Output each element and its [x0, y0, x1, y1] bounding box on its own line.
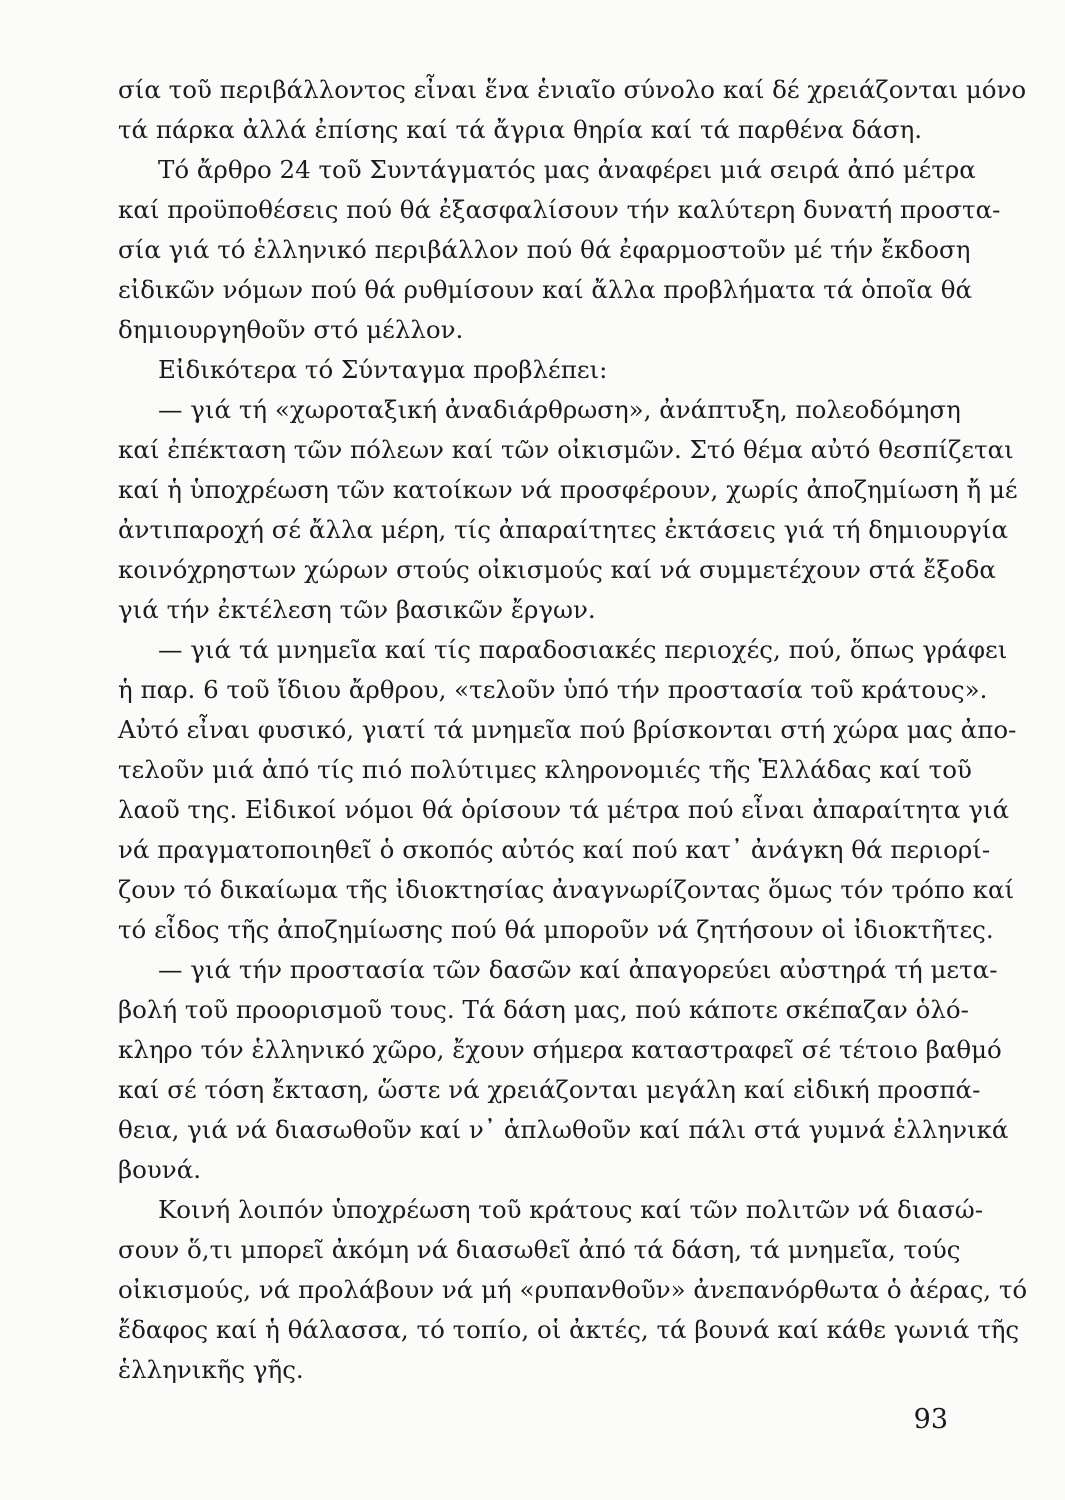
text-line: κοινόχρηστων χώρων στούς οἰκισμούς καί νά συμμετέχουν στά ἔξοδα	[118, 555, 996, 584]
text-line: σουν ὅ,τι μπορεῖ ἀκόμη νά διασωθεῖ ἀπό τά δάση, τά μνημεῖα, τούς	[118, 1235, 961, 1264]
text-line: — γιά τή «χωροταξική ἀναδιάρθρωση», ἀνάπτυξη, πολεοδόμηση	[158, 395, 961, 424]
text-line: θεια, γιά νά διασωθοῦν καί ν᾽ ἁπλωθοῦν καί πάλι στά γυμνά ἑλληνικά	[118, 1115, 1009, 1144]
text-line: ἀντιπαροχή σέ ἄλλα μέρη, τίς ἀπαραίτητες ἐκτάσεις γιά τή δημιουργία	[118, 515, 1009, 544]
text-line: τά πάρκα ἀλλά ἐπίσης καί τά ἄγρια θηρία καί τά παρθένα δάση.	[118, 115, 923, 144]
text-line: ζουν τό δικαίωμα τῆς ἰδιοκτησίας ἀναγνωρίζοντας ὅμως τόν τρόπο καί	[118, 875, 1015, 904]
text-line: σία γιά τό ἑλληνικό περιβάλλον πού θά ἐφαρμοστοῦν μέ τήν ἔκδοση	[118, 235, 971, 264]
text-line: καί ἡ ὑποχρέωση τῶν κατοίκων νά προσφέρουν, χωρίς ἀποζημίωση ἤ μέ	[118, 475, 1018, 504]
text-line: γιά τήν ἐκτέλεση τῶν βασικῶν ἔργων.	[118, 595, 596, 624]
text-line: σία τοῦ περιβάλλοντος εἶναι ἕνα ἑνιαῖο σύνολο καί δέ χρειάζονται μόνο	[118, 75, 1027, 104]
text-line: καί προϋποθέσεις πού θά ἐξασφαλίσουν τήν καλύτερη δυνατή προστα-	[118, 195, 1001, 224]
text-line: ἔδαφος καί ἡ θάλασσα, τό τοπίο, οἱ ἀκτές, τά βουνά καί κάθε γωνιά τῆς	[118, 1315, 1020, 1344]
text-line: καί σέ τόση ἔκταση, ὥστε νά χρειάζονται μεγάλη καί εἰδική προσπά-	[118, 1075, 981, 1104]
text-line: — γιά τήν προστασία τῶν δασῶν καί ἀπαγορεύει αὐστηρά τή μετα-	[158, 955, 998, 984]
text-line: — γιά τά μνημεῖα καί τίς παραδοσιακές περιοχές, πού, ὅπως γράφει	[158, 635, 1008, 664]
page-number: 93	[913, 1404, 948, 1435]
text-line: βουνά.	[118, 1155, 202, 1184]
text-line: εἰδικῶν νόμων πού θά ρυθμίσουν καί ἄλλα προβλήματα τά ὁποῖα θά	[118, 275, 972, 304]
text-line: τό εἶδος τῆς ἀποζημίωσης πού θά μποροῦν νά ζητήσουν οἱ ἰδιοκτῆτες.	[118, 915, 994, 944]
text-line: Εἰδικότερα τό Σύνταγμα προβλέπει:	[158, 355, 608, 384]
text-line: ἡ παρ. 6 τοῦ ἴδιου ἄρθρου, «τελοῦν ὑπό τήν προστασία τοῦ κράτους».	[118, 675, 988, 704]
text-line: δημιουργηθοῦν στό μέλλον.	[118, 315, 464, 344]
text-line: νά πραγματοποιηθεῖ ὁ σκοπός αὐτός καί πού κατ᾽ ἀνάγκη θά περιορί-	[118, 835, 991, 864]
text-line: καί ἐπέκταση τῶν πόλεων καί τῶν οἰκισμῶν. Στό θέμα αὐτό θεσπίζεται	[118, 435, 1014, 464]
text-line: Κοινή λοιπόν ὑποχρέωση τοῦ κράτους καί τῶν πολιτῶν νά διασώ-	[158, 1195, 984, 1224]
text-line: τελοῦν μιά ἀπό τίς πιό πολύτιμες κληρονομιές τῆς Ἑλλάδας καί τοῦ	[118, 755, 972, 784]
text-line: κληρο τόν ἑλληνικό χῶρο, ἔχουν σήμερα καταστραφεῖ σέ τέτοιο βαθμό	[118, 1035, 1002, 1064]
text-line: οἰκισμούς, νά προλάβουν νά μή «ρυπανθοῦν» ἀνεπανόρθωτα ὁ ἀέρας, τό	[118, 1275, 1028, 1304]
text-line: ἑλληνικῆς γῆς.	[118, 1355, 304, 1384]
text-line: Τό ἄρθρο 24 τοῦ Συντάγματός μας ἀναφέρει μιά σειρά ἀπό μέτρα	[158, 155, 976, 184]
text-line: βολή τοῦ προορισμοῦ τους. Τά δάση μας, πού κάποτε σκέπαζαν ὁλό-	[118, 995, 969, 1024]
text-line: Αὐτό εἶναι φυσικό, γιατί τά μνημεῖα πού βρίσκονται στή χώρα μας ἀπο-	[118, 715, 1017, 744]
text-line: λαοῦ της. Εἰδικοί νόμοι θά ὁρίσουν τά μέτρα πού εἶναι ἀπαραίτητα γιά	[118, 795, 1010, 824]
